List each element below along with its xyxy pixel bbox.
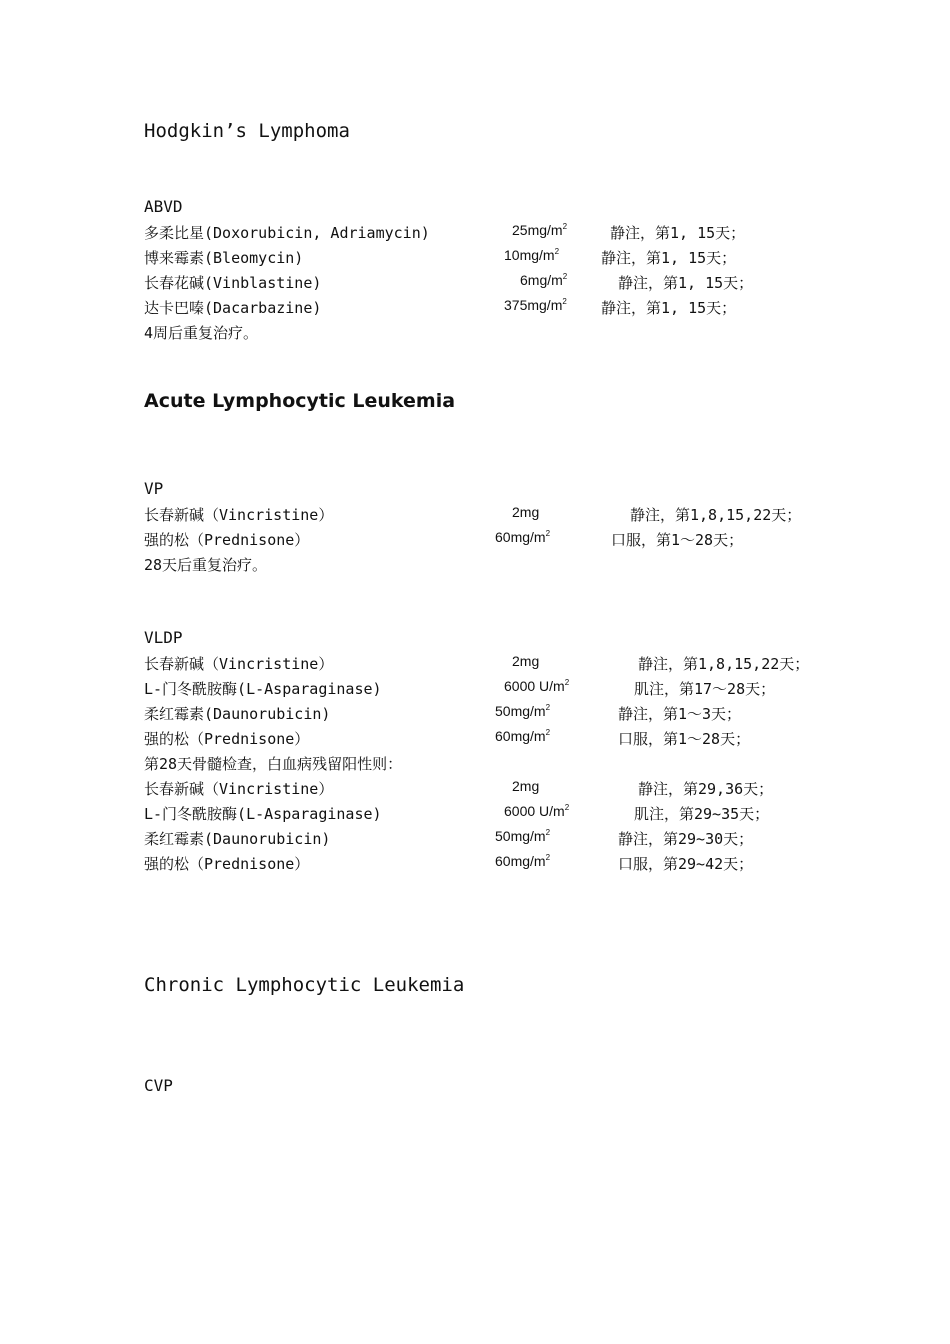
drug-row [144, 297, 864, 319]
drug-row [144, 728, 864, 750]
drug-dose: $50mg/m^2$ [495, 828, 551, 844]
drug-route: 静注，第1,8,15,22天； [638, 655, 810, 673]
section-title-cll: Chronic Lymphocytic Leukemia [144, 974, 465, 996]
drug-name: 长春花碱(Vinblastine) [144, 274, 322, 292]
drug-name: 长春新碱（Vincristine） [144, 655, 334, 673]
drug-dose: 6000 $U/m^2$ [504, 678, 570, 694]
drug-row [144, 529, 864, 551]
drug-route: 口服，第29~42天； [618, 855, 754, 873]
drug-dose: 6000 $U/m^2$ [504, 803, 570, 819]
drug-dose: $50mg/m^2$ [495, 703, 551, 719]
drug-route: 静注，第1, 15天； [610, 224, 746, 242]
drug-name: 长春新碱（Vincristine） [144, 780, 334, 798]
regimen-vp: VP [144, 479, 164, 498]
section-title-all: Acute Lymphocytic Leukemia [144, 390, 456, 412]
drug-row [144, 828, 864, 850]
drug-row [144, 272, 864, 294]
drug-route: 静注，第29,36天； [638, 780, 774, 798]
drug-dose: $60mg/m^2$ [495, 728, 551, 744]
drug-route: 肌注，第29~35天； [634, 805, 770, 823]
drug-name: 多柔比星(Doxorubicin, Adriamycin) [144, 224, 430, 242]
drug-row [144, 853, 864, 875]
drug-dose: 2mg [512, 653, 540, 669]
drug-dose: 2mg [512, 504, 540, 520]
drug-route: 静注，第1, 15天； [601, 249, 737, 267]
drug-dose: $60mg/m^2$ [495, 529, 551, 545]
drug-name: 强的松（Prednisone） [144, 730, 310, 748]
repeat-note: 28天后重复治疗。 [144, 556, 268, 574]
drug-name: L-门冬酰胺酶(L-Asparaginase) [144, 680, 382, 698]
drug-route: 静注，第1,8,15,22天； [630, 506, 802, 524]
drug-row [144, 653, 864, 675]
drug-route: 静注，第29~30天； [618, 830, 754, 848]
drug-dose: $25mg/m^2$ [512, 222, 568, 238]
drug-route: 肌注，第17～28天； [634, 680, 776, 698]
drug-row [144, 222, 864, 244]
drug-route: 静注，第1, 15天； [601, 299, 737, 317]
drug-dose: $10mg/m^2$ [504, 247, 560, 263]
section-title-hodgkin: Hodgkin’s Lymphoma [144, 120, 350, 142]
drug-dose: $60mg/m^2$ [495, 853, 551, 869]
drug-name: 柔红霉素(Daunorubicin) [144, 830, 331, 848]
drug-row [144, 803, 864, 825]
drug-route: 静注，第1, 15天； [618, 274, 754, 292]
bone-marrow-note: 第28天骨髓检查，白血病残留阳性则： [144, 755, 403, 773]
drug-name: 强的松（Prednisone） [144, 855, 310, 873]
drug-name: 达卡巴嗪(Dacarbazine) [144, 299, 322, 317]
drug-route: 口服，第1～28天； [611, 531, 744, 549]
drug-row [144, 703, 864, 725]
drug-name: 强的松（Prednisone） [144, 531, 310, 549]
drug-route: 口服，第1～28天； [618, 730, 751, 748]
drug-row [144, 504, 864, 526]
drug-row [144, 778, 864, 800]
regimen-cvp: CVP [144, 1076, 173, 1095]
drug-dose: $375mg/m^2$ [504, 297, 567, 313]
drug-dose: $6mg/m^2$ [520, 272, 568, 288]
drug-row [144, 678, 864, 700]
drug-name: 长春新碱（Vincristine） [144, 506, 334, 524]
drug-row [144, 247, 864, 269]
drug-name: 博来霉素(Bleomycin) [144, 249, 304, 267]
drug-name: L-门冬酰胺酶(L-Asparaginase) [144, 805, 382, 823]
drug-name: 柔红霉素(Daunorubicin) [144, 705, 331, 723]
repeat-note: 4周后重复治疗。 [144, 324, 259, 342]
regimen-abvd: ABVD [144, 197, 183, 216]
regimen-vldp: VLDP [144, 628, 183, 647]
drug-route: 静注，第1～3天； [618, 705, 742, 723]
drug-dose: 2mg [512, 778, 540, 794]
